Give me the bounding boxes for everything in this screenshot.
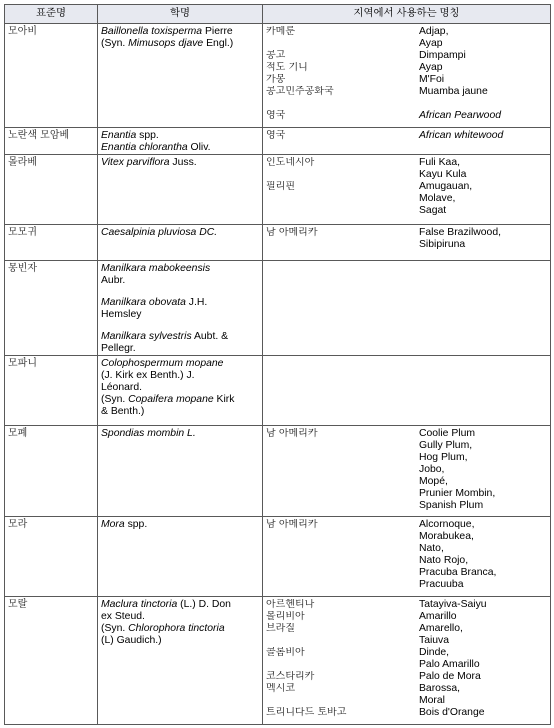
region-name: 남 아메리카 [266, 519, 318, 530]
local-name: Kayu Kula [419, 169, 467, 180]
synonym-prefix: (Syn. [101, 38, 129, 49]
scientific-name-line [101, 309, 259, 321]
table-row [5, 517, 551, 597]
local-name: Hog Plum, [419, 452, 468, 463]
author-citation: Engl.) [203, 38, 234, 49]
local-name: Ayap [419, 38, 443, 49]
region-name: 콩고민주공화국 [266, 86, 334, 97]
region-name [263, 635, 416, 647]
author-citation: (L) Gaudich.) [101, 635, 162, 646]
region-name [263, 555, 416, 567]
species-binomial: Vitex parviflora [101, 157, 170, 168]
region-name: 인도네시아 [266, 157, 315, 168]
spacer [101, 287, 259, 297]
region-name [263, 500, 416, 512]
local-name: Sagat [419, 205, 447, 216]
scientific-name-line [101, 343, 259, 355]
synonym-prefix: (Syn. [101, 394, 129, 405]
local-name-entry [263, 62, 550, 74]
local-name-entry [263, 26, 550, 38]
local-name: African Pearwood [419, 110, 502, 121]
scientific-name-cell [98, 597, 263, 725]
author-citation: Oliv. [187, 142, 211, 153]
local-name: Prunier Mombin, [419, 488, 496, 499]
local-name: Amarello, [419, 623, 463, 634]
region-name [263, 239, 416, 251]
local-name-entry [263, 599, 550, 611]
table-row [5, 356, 551, 426]
local-name-entry [263, 500, 550, 512]
author-citation: Pellegr. [101, 343, 136, 354]
scientific-name-line [101, 227, 259, 239]
species-binomial: Manilkara mabokeensis [101, 263, 211, 274]
author-citation: Léonard. [101, 382, 143, 393]
region-name: 콩고 [266, 50, 286, 61]
scientific-name-line [101, 428, 259, 440]
author-citation: Kirk [213, 394, 235, 405]
scientific-name-cell [98, 155, 263, 225]
scientific-name-cell [98, 517, 263, 597]
local-name: Alcornoque, [419, 519, 475, 530]
region-name [263, 579, 416, 591]
local-name: Gully Plum, [419, 440, 473, 451]
scientific-name-line [101, 599, 259, 611]
scientific-name-line [101, 142, 259, 154]
local-names-cell [263, 128, 551, 155]
local-name-list [263, 261, 550, 263]
local-name-entry [263, 428, 550, 440]
local-name: Morabukea, [419, 531, 474, 542]
spacer [101, 321, 259, 331]
local-name-entry [263, 683, 550, 695]
standard-name-cell: 모라 [5, 517, 98, 597]
local-name: African whitewood [419, 130, 504, 141]
region-name [263, 531, 416, 543]
local-names-cell [263, 517, 551, 597]
scientific-name-cell [98, 356, 263, 426]
region-name: 볼리비아 [266, 611, 305, 622]
region-name: 남 아메리카 [266, 428, 318, 439]
local-name-entry [263, 647, 550, 659]
scientific-name-line [101, 635, 259, 647]
local-name-entry [263, 543, 550, 555]
local-name: Molave, [419, 193, 456, 204]
author-citation: ex Steud. [101, 611, 145, 622]
local-name-entry [263, 476, 550, 488]
local-name: Dimpampi [419, 50, 466, 61]
local-name-entry [263, 86, 550, 98]
local-name-entry [263, 50, 550, 62]
local-name: Amarillo [419, 611, 457, 622]
scientific-name-line [101, 26, 259, 38]
region-name [263, 169, 416, 181]
scientific-name-line [101, 331, 259, 343]
scientific-name-line [101, 130, 259, 142]
region-name [263, 567, 416, 579]
scientific-name-line [101, 406, 259, 418]
local-name: Dinde, [419, 647, 450, 658]
local-name-entry [263, 452, 550, 464]
species-binomial: Caesalpinia pluviosa DC. [101, 227, 218, 238]
table-row [5, 24, 551, 128]
local-name: Palo Amarillo [419, 659, 480, 670]
region-name: 브라질 [266, 623, 295, 634]
header-local-name: 지역에서 사용하는 명칭 [263, 5, 551, 24]
scientific-name-line [101, 623, 259, 635]
local-name: Adjap, [419, 26, 449, 37]
species-binomial: Colophospermum mopane [101, 358, 224, 369]
local-name-list [263, 597, 550, 719]
local-name-entry [263, 611, 550, 623]
species-binomial: Spondias mombin L. [101, 428, 196, 439]
region-name [263, 193, 416, 205]
region-name: 코스타리카 [266, 671, 315, 682]
table-body [5, 24, 551, 725]
local-name: Nato, [419, 543, 444, 554]
local-name: Amugauan, [419, 181, 473, 192]
local-name-entry [263, 193, 550, 205]
local-name-entry [263, 227, 550, 239]
standard-name-cell: 노란색 모암베 [5, 128, 98, 155]
local-name: False Brazilwood, [419, 227, 502, 238]
region-name: 영국 [266, 130, 286, 141]
scientific-name-cell [98, 24, 263, 128]
local-name-entry [263, 555, 550, 567]
local-name-entry [263, 38, 550, 50]
local-name-entry [263, 707, 550, 719]
scientific-name-line [101, 358, 259, 370]
region-name: 카메룬 [266, 26, 295, 37]
local-name-entry [263, 464, 550, 476]
scientific-name-line [101, 611, 259, 623]
scientific-name-cell [98, 128, 263, 155]
local-name-list [263, 155, 550, 217]
local-names-cell [263, 24, 551, 128]
local-name: M'Foi [419, 74, 445, 85]
region-name [263, 205, 416, 217]
local-name: Bois d'Orange [419, 707, 485, 718]
region-name [263, 695, 416, 707]
author-citation: & Benth.) [101, 406, 145, 417]
species-binomial: Chlorophora tinctoria [128, 623, 225, 634]
scientific-name-line [101, 297, 259, 309]
local-name-entry [263, 695, 550, 707]
author-citation: spp. [124, 519, 148, 530]
local-name: Palo de Mora [419, 671, 481, 682]
local-name-entry [263, 205, 550, 217]
local-name: Sibipiruna [419, 239, 466, 250]
local-name-entry [263, 519, 550, 531]
local-name: Pracuuba [419, 579, 464, 590]
author-citation: spp. [136, 130, 159, 141]
local-name-entry [263, 659, 550, 671]
local-name: Ayap [419, 62, 443, 73]
scientific-name-line [101, 275, 259, 287]
table-row [5, 261, 551, 356]
species-table [4, 4, 551, 725]
table-row [5, 128, 551, 155]
local-name: Jobo, [419, 464, 445, 475]
local-names-cell [263, 225, 551, 261]
local-name: Moral [419, 695, 445, 706]
local-names-cell [263, 597, 551, 725]
local-name: Fuli Kaa, [419, 157, 461, 168]
local-name-entry [263, 488, 550, 500]
table-row [5, 597, 551, 725]
local-name-entry [263, 130, 550, 142]
local-names-cell [263, 261, 551, 356]
local-name-list [263, 225, 550, 251]
local-name: Coolie Plum [419, 428, 476, 439]
species-binomial: Copaifera mopane [128, 394, 214, 405]
local-name-entry [263, 567, 550, 579]
standard-name-cell: 모랄 [5, 597, 98, 725]
scientific-name-cell [98, 225, 263, 261]
region-name: 아르헨티나 [266, 599, 315, 610]
region-name [263, 440, 416, 452]
region-name [263, 488, 416, 500]
local-name-list [263, 356, 550, 358]
standard-name-cell: 몽빈자 [5, 261, 98, 356]
author-citation: (L.) D. Don [177, 599, 231, 610]
local-name-list [263, 24, 550, 122]
table-row [5, 426, 551, 517]
species-binomial: Baillonella toxisperma [101, 26, 203, 37]
scientific-name-line [101, 394, 259, 406]
local-name-entry [263, 440, 550, 452]
standard-name-cell: 몰라베 [5, 155, 98, 225]
author-citation: J.H. [185, 297, 208, 308]
table-row [5, 225, 551, 261]
local-name-entry [263, 110, 550, 122]
local-names-cell [263, 356, 551, 426]
synonym-prefix: (Syn. [101, 623, 129, 634]
local-name-entry [263, 635, 550, 647]
local-name-entry [263, 239, 550, 251]
region-name: 트리니다드 토바고 [266, 707, 347, 718]
region-name: 영국 [266, 110, 286, 121]
scientific-name-line [101, 370, 259, 382]
local-name-list [263, 517, 550, 591]
region-name [263, 452, 416, 464]
region-name: 남 아메리카 [266, 227, 318, 238]
author-citation: Juss. [169, 157, 197, 168]
species-binomial: Enantia [101, 130, 137, 141]
species-binomial: Manilkara sylvestris [101, 331, 192, 342]
region-name [263, 476, 416, 488]
author-citation: Hemsley [101, 309, 142, 320]
local-names-cell [263, 155, 551, 225]
scientific-name-cell [98, 426, 263, 517]
local-name: Taiuva [419, 635, 450, 646]
standard-name-cell: 모아비 [5, 24, 98, 128]
local-name-list [263, 426, 550, 512]
region-name: 적도 기니 [266, 62, 308, 73]
local-name-entry [263, 623, 550, 635]
standard-name-cell: 모모귀 [5, 225, 98, 261]
species-binomial: Manilkara obovata [101, 297, 186, 308]
region-name [263, 543, 416, 555]
local-name: Mopé, [419, 476, 448, 487]
spacer [263, 98, 550, 110]
local-names-cell [263, 426, 551, 517]
scientific-name-line [101, 157, 259, 169]
local-name: Barossa, [419, 683, 461, 694]
local-name: Pracuba Branca, [419, 567, 497, 578]
local-name-entry [263, 671, 550, 683]
standard-name-cell: 모파니 [5, 356, 98, 426]
scientific-name-line [101, 382, 259, 394]
local-name-entry [263, 531, 550, 543]
region-name [263, 659, 416, 671]
scientific-name-cell [98, 261, 263, 356]
local-name-entry [263, 74, 550, 86]
local-name: Spanish Plum [419, 500, 484, 511]
region-name [263, 464, 416, 476]
region-name: 콜롬비아 [266, 647, 305, 658]
local-name-list [263, 128, 550, 142]
species-binomial: Maclura tinctoria [101, 599, 178, 610]
local-name: Tatayiva-Saiyu [419, 599, 487, 610]
local-name-entry [263, 579, 550, 591]
species-binomial: Mora [101, 519, 125, 530]
local-name-entry [263, 169, 550, 181]
scientific-name-line [101, 38, 259, 50]
local-name: Muamba jaune [419, 86, 488, 97]
author-citation: Aubt. & [191, 331, 229, 342]
table-header-row [5, 5, 551, 24]
local-name: Nato Rojo, [419, 555, 469, 566]
standard-name-cell: 모폐 [5, 426, 98, 517]
author-citation: Pierre [202, 26, 233, 37]
region-name: 가봉 [266, 74, 286, 85]
header-scientific-name: 학명 [98, 5, 263, 24]
header-standard-name: 표준명 [5, 5, 98, 24]
local-name-entry [263, 157, 550, 169]
species-binomial: Mimusops djave [128, 38, 204, 49]
species-binomial: Enantia chlorantha [101, 142, 188, 153]
region-name: 멕시코 [266, 683, 295, 694]
scientific-name-line [101, 519, 259, 531]
region-name [263, 38, 416, 50]
author-citation: Aubr. [101, 275, 126, 286]
author-citation: (J. Kirk ex Benth.) J. [101, 370, 195, 381]
local-name-entry [263, 181, 550, 193]
table-row [5, 155, 551, 225]
scientific-name-line [101, 263, 259, 275]
region-name: 필리핀 [266, 181, 295, 192]
